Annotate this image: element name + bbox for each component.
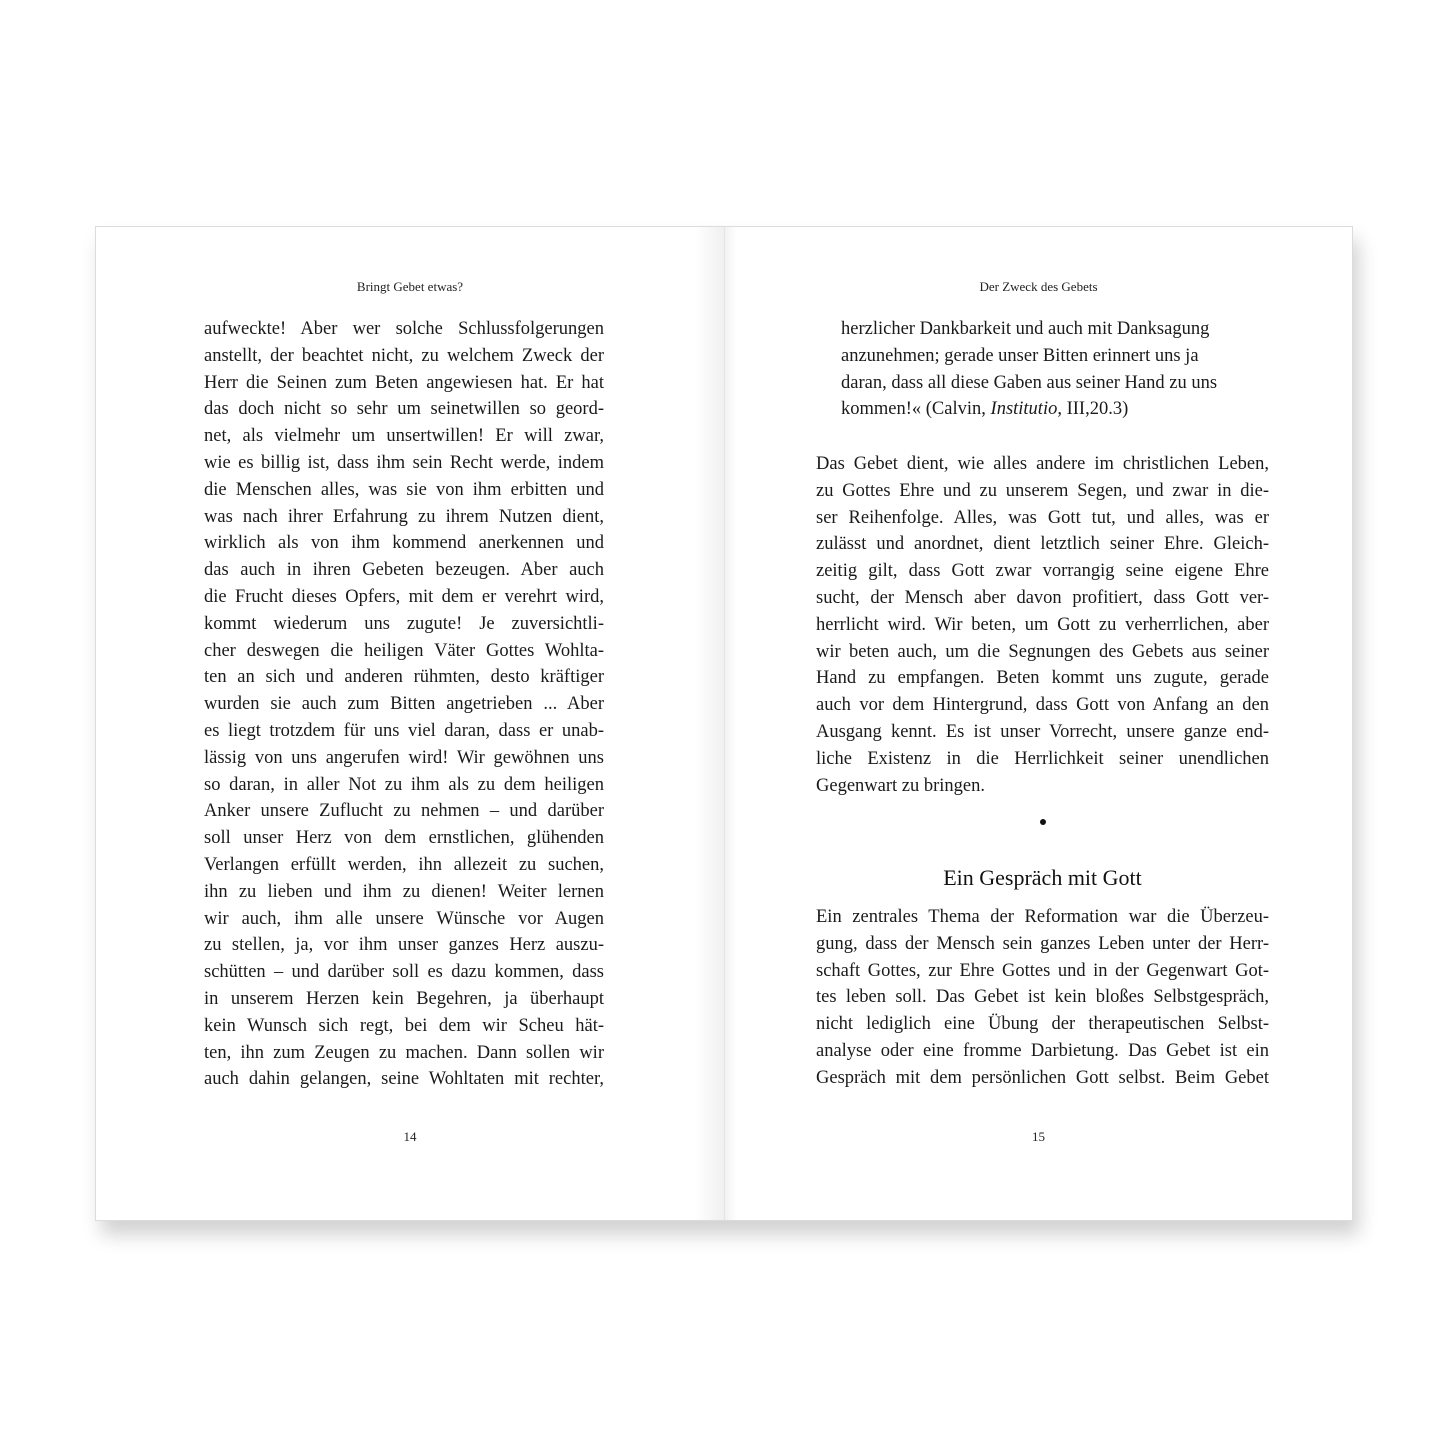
paragraph-2: [816, 904, 1269, 1092]
text-line: zu stellen, ja, vor ihm unser ganzes Herz auszu-: [204, 935, 604, 956]
text-line: ser Reihenfolge. Alles, was Gott tut, und alles, was er: [816, 507, 1269, 528]
text-line: in unserem Herzen kein Begehren, ja überhaupt: [204, 988, 604, 1009]
text-line: Ein zentrales Thema der Reformation war die Überzeu-: [816, 907, 1269, 927]
book-spread: [95, 226, 1353, 1221]
text-line: schütten – und darüber soll es dazu kommen, dass: [204, 962, 604, 983]
text-line: Hand zu empfangen. Beten kommt uns zugute, gerade: [816, 668, 1269, 689]
text-line: Gegenwart zu bringen.: [816, 775, 986, 796]
quote-line: daran, dass all diese Gaben aus seiner Hand zu uns: [841, 372, 1218, 393]
quote-citation-line: [841, 396, 1241, 423]
text-line: soll unser Herz von dem ernstlichen, glühenden: [204, 828, 604, 849]
text-line: so daran, in aller Not zu ihm als zu dem heiligen: [204, 774, 604, 795]
text-line: das doch nicht so sehr um seinetwillen so geord-: [204, 399, 604, 420]
text-line: zeitig gilt, dass Gott zwar vorrangig seine eigene Ehre: [816, 561, 1269, 582]
text-line: ten, ihn zum Zeugen zu machen. Dann sollen wir: [204, 1042, 604, 1063]
text-line: wir beten auch, um die Segnungen des Gebets aus seiner: [816, 641, 1269, 662]
text-line: zulässt und anordnet, dient letztlich seiner Ehre. Gleich-: [816, 534, 1269, 555]
left-page-number: 14: [403, 1129, 417, 1144]
text-line: das auch in ihren Gebeten bezeugen. Aber auch: [204, 560, 604, 581]
left-body-text: [204, 316, 604, 1093]
text-line: kommt wiederum uns zugute! Je zuversichtli-: [204, 613, 604, 634]
text-line: nicht lediglich eine Übung der therapeutischen Selbst-: [816, 1014, 1269, 1035]
left-running-head: Bringt Gebet etwas?: [356, 279, 464, 294]
text-line: aufweckte! Aber wer solche Schlussfolgerungen: [204, 319, 604, 339]
text-line: ten an sich und anderen rühmten, desto kräftiger: [204, 667, 604, 688]
text-line: Ausgang kennt. Es ist unser Vorrecht, unsere ganze end-: [816, 721, 1269, 742]
text-line: ihn zu lieben und ihm zu dienen! Weiter lernen: [204, 881, 604, 902]
text-line: liche Existenz in die Herrlichkeit seiner unendlichen: [816, 748, 1269, 769]
text-line: Das Gebet dient, wie alles andere im christlichen Leben,: [816, 454, 1269, 474]
text-line: wirklich als von ihm kommend anerkennen und: [204, 533, 604, 554]
text-line: kein Wunsch sich regt, bei dem wir Scheu hät-: [204, 1015, 604, 1036]
text-line: schaft Gottes, zur Ehre Gottes und in der Gegenwart Got-: [816, 960, 1269, 981]
text-line: was nach ihrer Erfahrung zu ihrem Nutzen dient,: [204, 506, 604, 527]
text-line: tes leben soll. Das Gebet ist kein bloßes Selbstgespräch,: [816, 987, 1269, 1008]
text-line: Anker unsere Zuflucht zu nehmen – und darüber: [204, 801, 604, 822]
paragraph-1: [816, 451, 1269, 799]
text-line: wurden sie auch zum Bitten angetrieben ... Aber: [204, 694, 604, 715]
text-line: analyse oder eine fromme Darbietung. Das Gebet ist ein: [816, 1040, 1269, 1061]
text-line: auch vor dem Hintergrund, dass Gott von Anfang an den: [816, 695, 1269, 716]
text-line: wie es billig ist, dass ihm sein Recht werde, indem: [204, 452, 604, 473]
section-heading: Ein Gespräch mit Gott: [943, 865, 1142, 891]
text-line: lässig von uns angerufen wird! Wir gewöhnen uns: [204, 747, 604, 768]
left-page: [96, 227, 724, 1220]
text-line: wir auch, ihm alle unsere Wünsche vor Augen: [204, 908, 604, 929]
text-line: anstellt, der beachtet nicht, zu welchem Zweck der: [204, 345, 604, 366]
quote-text-end: kommen!« (Calvin,: [841, 399, 991, 420]
text-line: Herr die Seinen zum Beten angewiesen hat. Er hat: [204, 372, 604, 393]
text-line: cher deswegen die heiligen Väter Gottes Wohlta-: [204, 640, 604, 661]
text-line: net, als vielmehr um unsertwillen! Er will zwar,: [204, 426, 604, 447]
text-line: es liegt trotzdem für uns viel daran, dass er unab-: [204, 720, 604, 741]
text-line: die Menschen alles, was sie von ihm erbitten und: [204, 479, 604, 500]
right-page-number: 15: [1032, 1129, 1045, 1144]
right-running-head: Der Zweck des Gebets: [979, 279, 1098, 294]
text-line: sucht, der Mensch aber davon profitiert, dass Gott ver-: [816, 587, 1269, 608]
text-line: gung, dass der Mensch sein ganzes Leben unter der Herr-: [816, 933, 1269, 954]
quote-line: anzunehmen; gerade unser Bitten erinnert uns ja: [841, 345, 1199, 366]
text-line: herrlicht wird. Wir beten, um Gott zu verherrlichen, aber: [816, 614, 1269, 635]
text-line: Verlangen erfüllt werden, ihn allezeit zu suchen,: [204, 854, 604, 875]
text-line: die Frucht dieses Opfers, mit dem er verehrt wird,: [204, 586, 604, 607]
text-line: auch dahin gelangen, seine Wohltaten mit rechter,: [204, 1069, 604, 1090]
block-quote: [841, 316, 1241, 423]
text-line: zu Gottes Ehre und zu unserem Segen, und zwar in die-: [816, 480, 1269, 501]
section-ornament-dot: [1040, 819, 1046, 825]
right-page: [725, 227, 1352, 1220]
quote-line: herzlicher Dankbarkeit und auch mit Danksagung: [841, 319, 1210, 339]
text-line: Gespräch mit dem persönlichen Gott selbst. Beim Gebet: [816, 1067, 1269, 1088]
citation-work-title: Institutio: [990, 399, 1058, 420]
citation-reference: , III,20.3): [1057, 399, 1129, 420]
